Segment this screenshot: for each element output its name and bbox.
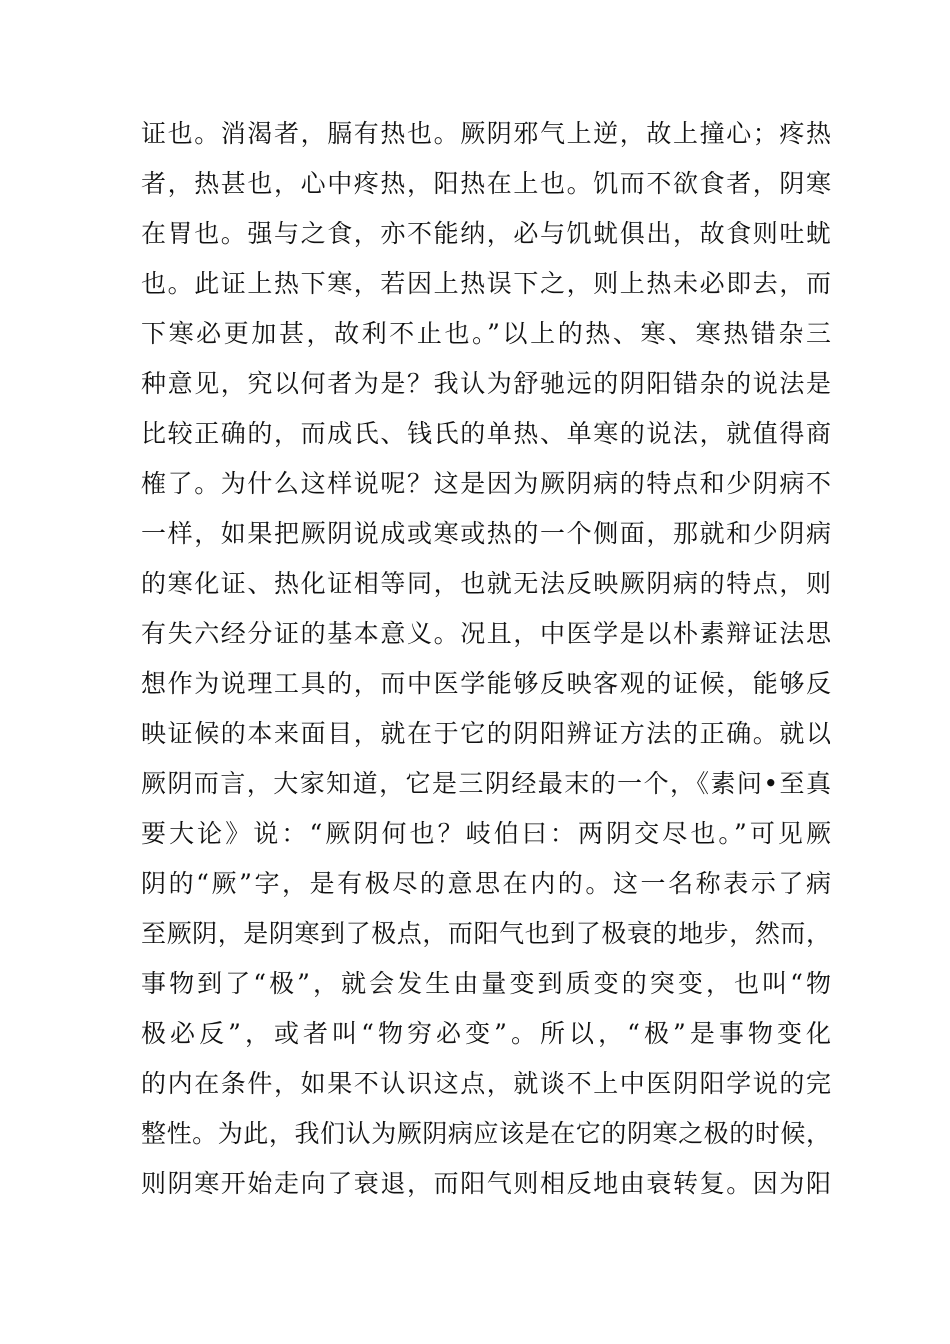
text-line: 则阴寒开始走向了衰退，而阳气则相反地由衰转复。因为阳 [141,1169,831,1198]
text-line: 的寒化证、热化证相等同，也就无法反映厥阴病的特点，则 [141,569,831,598]
text-line: 有失六经分证的基本意义。况且，中医学是以朴素辩证法思 [141,619,831,648]
text-line: 阴的“厥”字，是有极尽的意思在内的。这一名称表示了病 [141,869,831,898]
text-line: 整性。为此，我们认为厥阴病应该是在它的阴寒之极的时候， [141,1119,831,1148]
text-line: 至厥阴，是阴寒到了极点，而阳气也到了极衰的地步，然而， [141,919,831,948]
text-line: 映证候的本来面目，就在于它的阴阳辨证方法的正确。就以 [141,719,831,748]
text-line: 极必反”，或者叫“物穷必变”。所以，“极”是事物变化 [141,1019,831,1048]
text-line: 要大论》说：“厥阴何也？岐伯曰：两阴交尽也。”可见厥 [141,819,831,848]
text-line: 种意见，究以何者为是？我认为舒驰远的阴阳错杂的说法是 [141,369,831,398]
body-text [141,109,831,1209]
text-line: 下寒必更加甚，故利不止也。”以上的热、寒、寒热错杂三 [141,319,831,348]
text-line: 在胃也。强与之食，亦不能纳，必与饥蚘俱出，故食则吐蚘 [141,219,831,248]
text-line: 想作为说理工具的，而中医学能够反映客观的证候，能够反 [141,669,831,698]
text-line: 厥阴而言，大家知道，它是三阴经最末的一个，《素问•至真 [141,769,831,798]
text-line: 证也。消渴者，膈有热也。厥阴邪气上逆，故上撞心；疼热 [141,119,831,148]
text-line: 也。此证上热下寒，若因上热误下之，则上热未必即去，而 [141,269,831,298]
text-line: 事物到了“极”，就会发生由量变到质变的突变，也叫“物 [141,969,831,998]
text-line: 比较正确的，而成氏、钱氏的单热、单寒的说法，就值得商 [141,419,831,448]
text-line: 榷了。为什么这样说呢？这是因为厥阴病的特点和少阴病不 [141,469,831,498]
text-line: 的内在条件，如果不认识这点，就谈不上中医阴阳学说的完 [141,1069,831,1098]
text-line: 一样，如果把厥阴说成或寒或热的一个侧面，那就和少阴病 [141,519,831,548]
text-line: 者，热甚也，心中疼热，阳热在上也。饥而不欲食者，阴寒 [141,169,831,198]
